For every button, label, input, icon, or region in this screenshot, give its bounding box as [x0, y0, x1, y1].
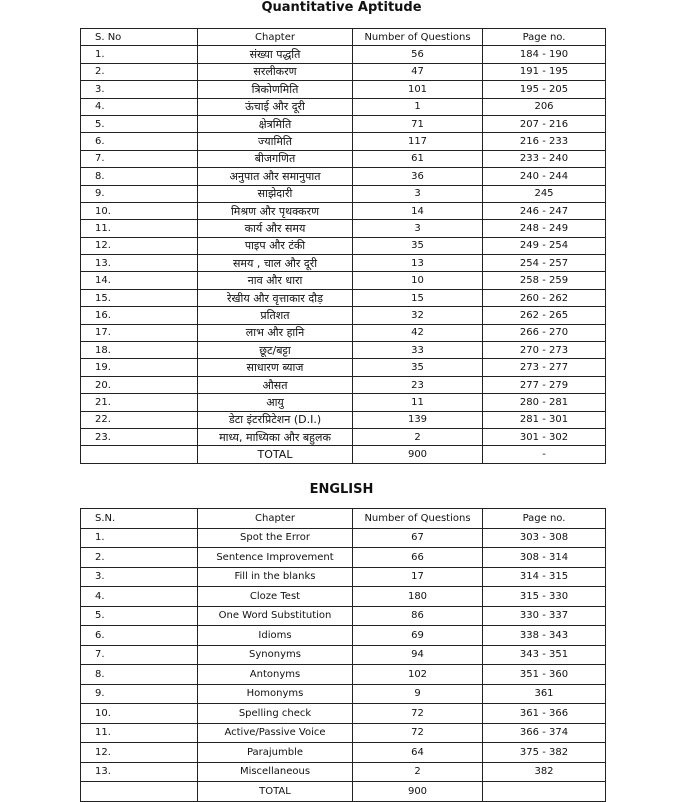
table-row	[81, 255, 606, 272]
chapter-cell: TOTAL	[198, 782, 353, 802]
table-row	[81, 587, 606, 607]
table-row	[81, 743, 606, 763]
table-row	[81, 115, 606, 132]
table-row	[81, 376, 606, 393]
serial-number-cell: 2.	[81, 548, 198, 568]
serial-number-cell: 13.	[81, 255, 198, 272]
serial-number-cell: 21.	[81, 394, 198, 411]
table-header-row	[81, 29, 606, 46]
serial-number-cell: 14.	[81, 272, 198, 289]
chapter-cell: Spot the Error	[198, 528, 353, 548]
table-row	[81, 411, 606, 428]
serial-number-cell: 1.	[81, 528, 198, 548]
chapter-cell: बीजगणित	[198, 150, 353, 167]
page-range-cell: 184 - 190	[483, 46, 606, 63]
serial-number-cell: 10.	[81, 704, 198, 724]
table-row	[81, 548, 606, 568]
chapter-cell: औसत	[198, 376, 353, 393]
question-count-cell: 9	[353, 684, 483, 704]
chapter-cell: Active/Passive Voice	[198, 723, 353, 743]
question-count-cell: 42	[353, 324, 483, 341]
table-row	[81, 704, 606, 724]
question-count-cell: 56	[353, 46, 483, 63]
question-count-cell: 3	[353, 220, 483, 237]
question-count-cell: 67	[353, 528, 483, 548]
question-count-cell: 32	[353, 307, 483, 324]
serial-number-cell: 7.	[81, 645, 198, 665]
question-count-cell: 139	[353, 411, 483, 428]
chapter-cell: Synonyms	[198, 645, 353, 665]
table-row	[81, 202, 606, 219]
question-count-cell: 61	[353, 150, 483, 167]
table-row	[81, 723, 606, 743]
chapter-cell: त्रिकोणमिति	[198, 81, 353, 98]
table-row	[81, 762, 606, 782]
table-row	[81, 81, 606, 98]
question-count-cell: 94	[353, 645, 483, 665]
page-range-cell: 343 - 351	[483, 645, 606, 665]
question-count-cell: 35	[353, 237, 483, 254]
page-range-cell: 248 - 249	[483, 220, 606, 237]
table-row	[81, 528, 606, 548]
question-count-cell: 15	[353, 289, 483, 306]
page-range-cell: 206	[483, 98, 606, 115]
page-range-cell: 361	[483, 684, 606, 704]
serial-number-cell: 3.	[81, 81, 198, 98]
serial-number-cell: 4.	[81, 98, 198, 115]
page-range-cell: 195 - 205	[483, 81, 606, 98]
table-row	[81, 168, 606, 185]
question-count-cell: 14	[353, 202, 483, 219]
question-count-cell: 64	[353, 743, 483, 763]
table-row	[81, 567, 606, 587]
question-count-cell: 2	[353, 428, 483, 445]
quantitative-aptitude-table	[80, 28, 606, 464]
question-count-cell: 13	[353, 255, 483, 272]
question-count-cell: 23	[353, 376, 483, 393]
table-row	[81, 150, 606, 167]
serial-number-cell: 20.	[81, 376, 198, 393]
serial-number-cell: 8.	[81, 665, 198, 685]
page-range-cell: 273 - 277	[483, 359, 606, 376]
chapter-cell: TOTAL	[198, 446, 353, 463]
chapter-cell: ज्यामिति	[198, 133, 353, 150]
serial-number-cell: 12.	[81, 743, 198, 763]
table-row	[81, 133, 606, 150]
chapter-cell: माध्य, माध्यिका और बहुलक	[198, 428, 353, 445]
serial-number-cell	[81, 446, 198, 463]
serial-number-cell: 18.	[81, 342, 198, 359]
chapter-cell: कार्य और समय	[198, 220, 353, 237]
chapter-cell: छूट/बट्टा	[198, 342, 353, 359]
total-row	[81, 446, 606, 463]
page-range-cell: 260 - 262	[483, 289, 606, 306]
question-count-cell: 17	[353, 567, 483, 587]
serial-number-cell: 16.	[81, 307, 198, 324]
chapter-cell: संख्या पद्धति	[198, 46, 353, 63]
page-range-cell: 375 - 382	[483, 743, 606, 763]
chapter-cell: रेखीय और वृत्ताकार दौड़	[198, 289, 353, 306]
serial-number-cell: 9.	[81, 185, 198, 202]
chapter-cell: सरलीकरण	[198, 63, 353, 80]
table-header-row	[81, 509, 606, 529]
serial-number-cell: 15.	[81, 289, 198, 306]
question-count-cell: 36	[353, 168, 483, 185]
chapter-cell: Fill in the blanks	[198, 567, 353, 587]
page-range-cell: 361 - 366	[483, 704, 606, 724]
question-count-cell: 35	[353, 359, 483, 376]
question-count-cell: 11	[353, 394, 483, 411]
chapter-cell: मिश्रण और पृथक्करण	[198, 202, 353, 219]
chapter-cell: क्षेत्रमिति	[198, 115, 353, 132]
chapter-cell: अनुपात और समानुपात	[198, 168, 353, 185]
serial-number-cell: 7.	[81, 150, 198, 167]
chapter-cell: Sentence Improvement	[198, 548, 353, 568]
page-range-cell: 191 - 195	[483, 63, 606, 80]
chapter-cell: Homonyms	[198, 684, 353, 704]
table-row	[81, 342, 606, 359]
chapter-cell: Antonyms	[198, 665, 353, 685]
page-range-cell: 254 - 257	[483, 255, 606, 272]
question-count-cell: 3	[353, 185, 483, 202]
page-range-cell: 308 - 314	[483, 548, 606, 568]
serial-number-cell: 12.	[81, 237, 198, 254]
page-range-cell: 366 - 374	[483, 723, 606, 743]
page-range-cell: -	[483, 446, 606, 463]
question-count-cell: 47	[353, 63, 483, 80]
page-range-header: Page no.	[483, 29, 606, 46]
chapter-cell: डेटा इंटरप्रिटेशन (D.I.)	[198, 411, 353, 428]
question-count-cell: 900	[353, 446, 483, 463]
chapter-cell: साझेदारी	[198, 185, 353, 202]
page-range-cell: 382	[483, 762, 606, 782]
table-row	[81, 324, 606, 341]
english-table	[80, 508, 606, 802]
serial-number-cell: 11.	[81, 723, 198, 743]
serial-number-cell: 4.	[81, 587, 198, 607]
table-row	[81, 237, 606, 254]
question-count-cell: 117	[353, 133, 483, 150]
question-count-cell: 72	[353, 704, 483, 724]
serial-number-cell: 19.	[81, 359, 198, 376]
question-count-cell: 1	[353, 98, 483, 115]
chapter-cell: One Word Substitution	[198, 606, 353, 626]
question-count-cell: 900	[353, 782, 483, 802]
total-row	[81, 782, 606, 802]
serial-number-cell: 17.	[81, 324, 198, 341]
chapter-cell: Parajumble	[198, 743, 353, 763]
table-row	[81, 626, 606, 646]
serial-number-cell	[81, 782, 198, 802]
serial-number-cell: 5.	[81, 115, 198, 132]
page-range-cell: 281 - 301	[483, 411, 606, 428]
question-count-cell: 102	[353, 665, 483, 685]
table-row	[81, 63, 606, 80]
question-count-cell: 71	[353, 115, 483, 132]
question-count-header: Number of Questions	[353, 509, 483, 529]
chapter-cell: आयु	[198, 394, 353, 411]
page-range-cell: 315 - 330	[483, 587, 606, 607]
serial-number-cell: 6.	[81, 626, 198, 646]
serial-number-cell: 22.	[81, 411, 198, 428]
page-range-cell: 280 - 281	[483, 394, 606, 411]
page-range-cell: 351 - 360	[483, 665, 606, 685]
question-count-header: Number of Questions	[353, 29, 483, 46]
page-range-cell: 301 - 302	[483, 428, 606, 445]
table-row	[81, 606, 606, 626]
table-row	[81, 684, 606, 704]
page-range-cell: 262 - 265	[483, 307, 606, 324]
table-row	[81, 98, 606, 115]
table-row	[81, 46, 606, 63]
page-range-header: Page no.	[483, 509, 606, 529]
serial-number-cell: 6.	[81, 133, 198, 150]
page-range-cell: 240 - 244	[483, 168, 606, 185]
table-row	[81, 428, 606, 445]
chapter-cell: Idioms	[198, 626, 353, 646]
serial-number-cell: 2.	[81, 63, 198, 80]
serial-number-cell: 11.	[81, 220, 198, 237]
table-row	[81, 665, 606, 685]
question-count-cell: 69	[353, 626, 483, 646]
question-count-cell: 10	[353, 272, 483, 289]
serial-number-cell: 1.	[81, 46, 198, 63]
page-range-cell: 303 - 308	[483, 528, 606, 548]
page-range-cell: 216 - 233	[483, 133, 606, 150]
table-row	[81, 359, 606, 376]
question-count-cell: 2	[353, 762, 483, 782]
serial-number-cell: 3.	[81, 567, 198, 587]
page-range-cell: 266 - 270	[483, 324, 606, 341]
table-row	[81, 272, 606, 289]
english-title: ENGLISH	[309, 482, 374, 497]
table-row	[81, 394, 606, 411]
serial-number-cell: 10.	[81, 202, 198, 219]
page-range-cell: 246 - 247	[483, 202, 606, 219]
page-range-cell: 338 - 343	[483, 626, 606, 646]
chapter-cell: Miscellaneous	[198, 762, 353, 782]
chapter-cell: लाभ और हानि	[198, 324, 353, 341]
table-row	[81, 185, 606, 202]
table-row	[81, 220, 606, 237]
serial-number-cell: 23.	[81, 428, 198, 445]
chapter-cell: Spelling check	[198, 704, 353, 724]
question-count-cell: 180	[353, 587, 483, 607]
chapter-cell: समय , चाल और दूरी	[198, 255, 353, 272]
chapter-cell: नाव और धारा	[198, 272, 353, 289]
quantitative-aptitude-title: Quantitative Aptitude	[261, 0, 422, 15]
page-range-cell: 258 - 259	[483, 272, 606, 289]
page-range-cell: 207 - 216	[483, 115, 606, 132]
page-range-cell	[483, 782, 606, 802]
table-row	[81, 289, 606, 306]
table-row	[81, 307, 606, 324]
serial-number-header: S.N.	[81, 509, 198, 529]
chapter-header: Chapter	[198, 509, 353, 529]
page-range-cell: 330 - 337	[483, 606, 606, 626]
question-count-cell: 101	[353, 81, 483, 98]
page-range-cell: 233 - 240	[483, 150, 606, 167]
chapter-cell: साधारण ब्याज	[198, 359, 353, 376]
table-row	[81, 645, 606, 665]
question-count-cell: 86	[353, 606, 483, 626]
serial-number-header: S. No	[81, 29, 198, 46]
serial-number-cell: 9.	[81, 684, 198, 704]
chapter-cell: पाइप और टंकी	[198, 237, 353, 254]
page-range-cell: 277 - 279	[483, 376, 606, 393]
question-count-cell: 72	[353, 723, 483, 743]
chapter-cell: ऊंचाई और दूरी	[198, 98, 353, 115]
serial-number-cell: 8.	[81, 168, 198, 185]
serial-number-cell: 5.	[81, 606, 198, 626]
serial-number-cell: 13.	[81, 762, 198, 782]
question-count-cell: 33	[353, 342, 483, 359]
page-range-cell: 249 - 254	[483, 237, 606, 254]
question-count-cell: 66	[353, 548, 483, 568]
page-range-cell: 314 - 315	[483, 567, 606, 587]
chapter-header: Chapter	[198, 29, 353, 46]
page-range-cell: 270 - 273	[483, 342, 606, 359]
page-range-cell: 245	[483, 185, 606, 202]
chapter-cell: Cloze Test	[198, 587, 353, 607]
chapter-cell: प्रतिशत	[198, 307, 353, 324]
